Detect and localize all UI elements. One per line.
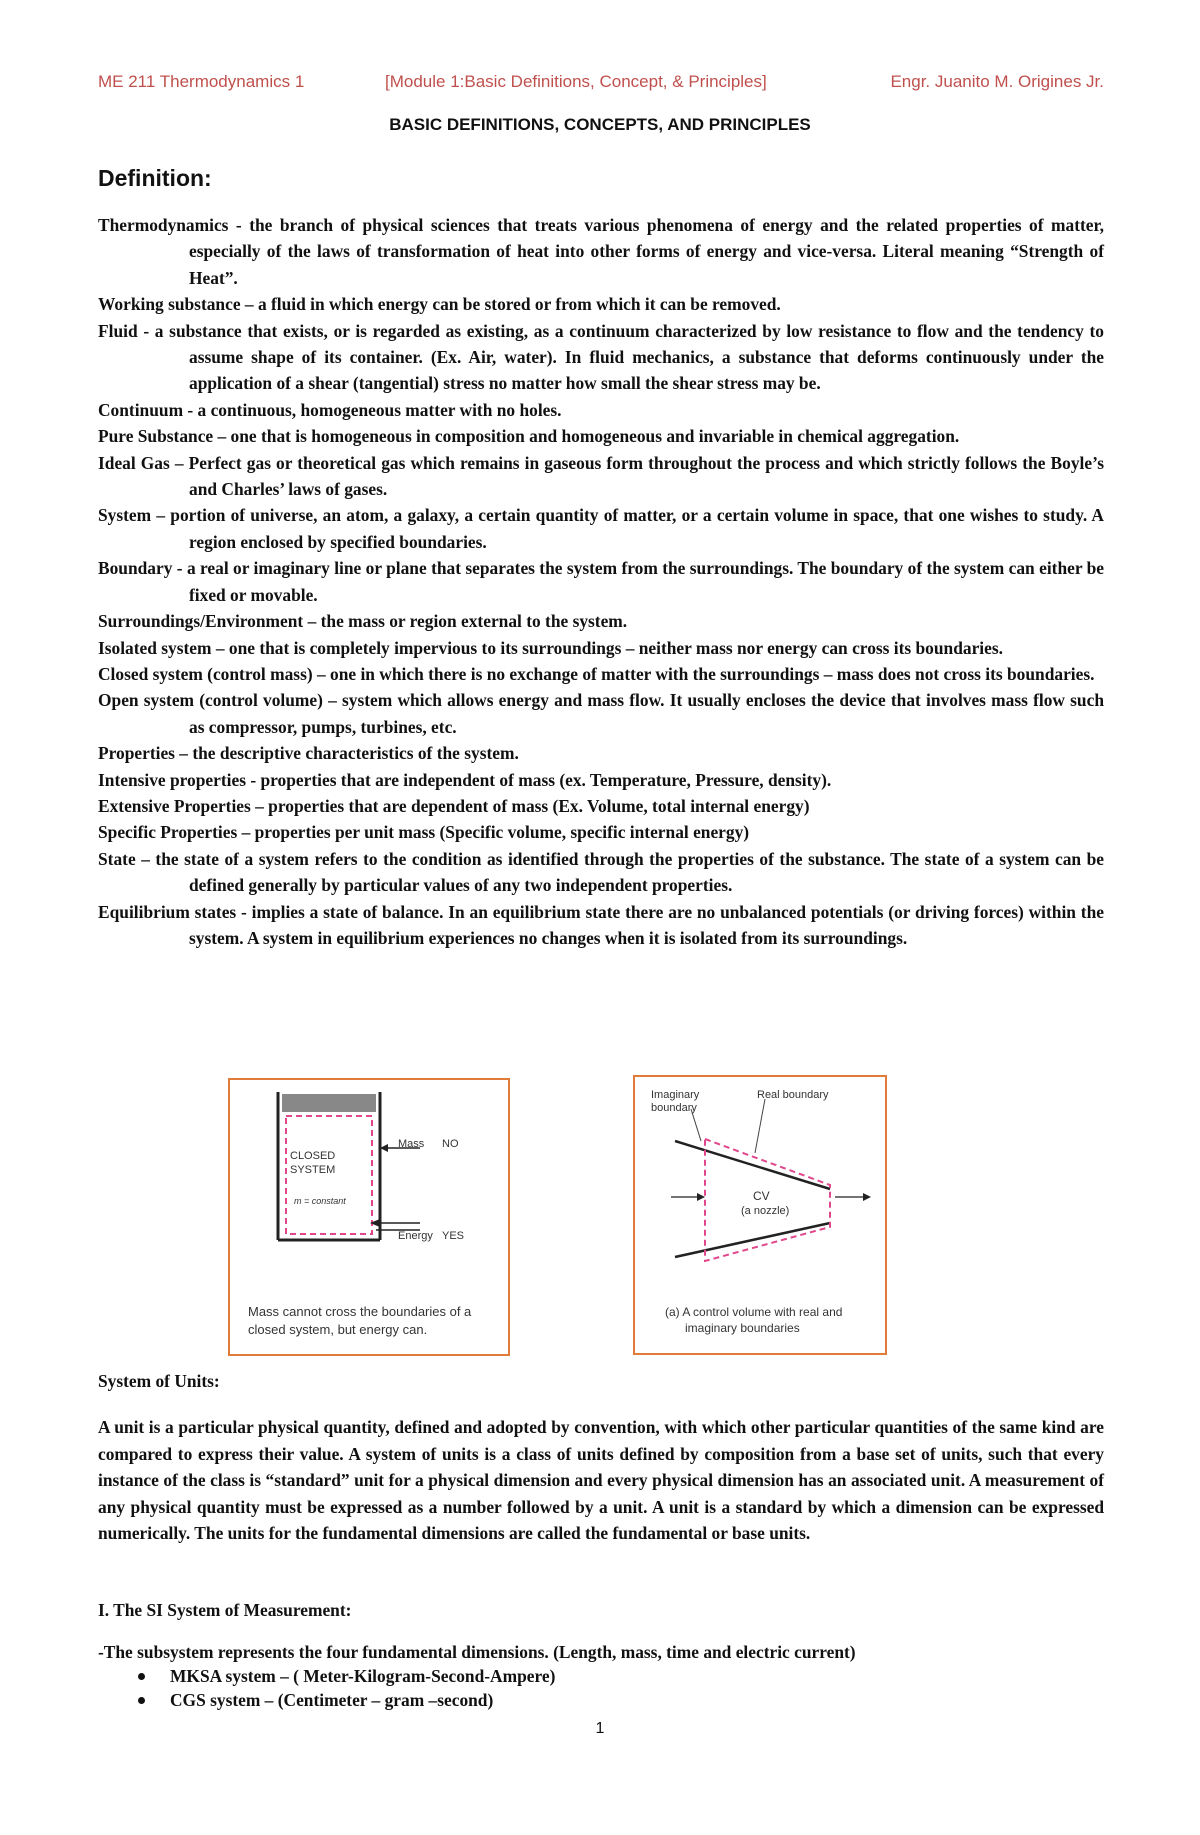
definition-term: Properties bbox=[98, 743, 175, 764]
definition-item bbox=[98, 899, 1104, 952]
figures-row bbox=[0, 1078, 1200, 1358]
definition-text: – properties per unit mass (Specific volume, specific internal energy) bbox=[237, 822, 750, 843]
definition-text: – the state of a system refers to the condition as identified through the properties of the substance. The state of a system can be defined generally by particular values of any two independent properties. bbox=[135, 848, 1104, 896]
closed-label-2: SYSTEM bbox=[290, 1164, 336, 1176]
definition-item bbox=[98, 846, 1104, 899]
definition-text: - a substance that exists, or is regarded as existing, as a continuum characterized by low resistance to flow and the tendency to assume shape of its container. (Ex. Air, water). In fluid mechanics, a substance that deforms continuously under the application of a shear (tangential) stress no matter how small the shear stress may be. bbox=[137, 320, 1104, 394]
definition-text: – system which allows energy and mass flow. It usually encloses the device that involves mass flow such as compressor, pumps, turbines, etc. bbox=[189, 690, 1104, 737]
nozzle-bottom-wall bbox=[675, 1223, 830, 1257]
definition-text: – a fluid in which energy can be stored or from which it can be removed. bbox=[240, 294, 781, 315]
energy-label: Energy bbox=[398, 1230, 433, 1242]
si-bullet-list bbox=[130, 1664, 555, 1712]
imaginary-label-2: boundary bbox=[651, 1102, 697, 1114]
definition-term: State bbox=[98, 848, 136, 869]
bullet-text: MKSA system – ( Meter-Kilogram-Second-Ampere) bbox=[170, 1666, 556, 1686]
definition-term: Open system (control volume) bbox=[98, 690, 323, 711]
real-boundary-label: Real boundary bbox=[757, 1089, 829, 1101]
definition-text: - the branch of physical sciences that treats various phenomena of energy and the related properties of matter, especially of the laws of transformation of heat into other forms of energy and vice-versa. Literal meaning “Strength of Heat”. bbox=[189, 215, 1104, 288]
outlet-arrow-head bbox=[863, 1193, 871, 1201]
piston bbox=[282, 1094, 376, 1112]
definition-item bbox=[98, 740, 1104, 766]
nozzle-top-wall bbox=[675, 1141, 830, 1189]
header-course: ME 211 Thermodynamics 1 bbox=[98, 72, 305, 91]
figure1-caption-line1: Mass cannot cross the boundaries of a bbox=[248, 1304, 472, 1319]
definition-text: – one in which there is no exchange of matter with the surroundings – mass does not cross its boundaries. bbox=[312, 663, 1095, 684]
definition-term: System bbox=[98, 505, 152, 526]
definition-term: Working substance bbox=[98, 294, 241, 315]
nozzle-label: (a nozzle) bbox=[741, 1205, 790, 1217]
definition-item bbox=[98, 819, 1104, 845]
page-number: 1 bbox=[595, 1720, 605, 1737]
real-leader bbox=[755, 1099, 765, 1153]
bullet-icon bbox=[138, 1673, 145, 1680]
definition-item bbox=[98, 793, 1104, 819]
definition-text: - a real or imaginary line or plane that separates the system from the surroundings. The boundary of the system can either be fixed or movable. bbox=[172, 558, 1104, 605]
definition-term: Closed system (control mass) bbox=[98, 663, 313, 684]
units-heading: System of Units: bbox=[98, 1371, 220, 1391]
definition-item bbox=[98, 608, 1104, 634]
definition-item bbox=[98, 450, 1104, 503]
definition-item bbox=[98, 555, 1104, 608]
definition-item bbox=[98, 397, 1104, 423]
definition-item bbox=[98, 212, 1104, 291]
definition-text: - properties that are independent of mass (ex. Temperature, Pressure, density). bbox=[245, 769, 832, 790]
imaginary-label-1: Imaginary bbox=[651, 1089, 700, 1101]
definition-text: - implies a state of balance. In an equilibrium state there are no unbalanced potentials (or driving forces) within the system. A system in equilibrium experiences no changes when it is isolated from its surroundings. bbox=[189, 901, 1104, 948]
definition-text: – one that is completely impervious to its surroundings – neither mass nor energy can cross its boundaries. bbox=[211, 637, 1003, 658]
definition-item bbox=[98, 635, 1104, 661]
definition-text: – the mass or region external to the system. bbox=[303, 611, 628, 632]
bullet-icon bbox=[138, 1697, 145, 1704]
definition-term: Intensive properties bbox=[98, 769, 246, 790]
definition-term: Extensive Properties bbox=[98, 795, 251, 816]
definition-text: – properties that are dependent of mass (Ex. Volume, total internal energy) bbox=[250, 795, 810, 816]
definition-term: Thermodynamics bbox=[98, 215, 229, 235]
mass-label: Mass bbox=[398, 1138, 425, 1150]
list-item bbox=[130, 1688, 555, 1712]
cv-label: CV bbox=[753, 1189, 770, 1203]
page-header bbox=[98, 72, 1104, 96]
si-subtext: -The subsystem represents the four fundamental dimensions. (Length, mass, time and electric current) bbox=[98, 1642, 856, 1662]
inlet-arrow-head bbox=[697, 1193, 705, 1201]
list-item bbox=[130, 1664, 555, 1688]
definition-term: Equilibrium states bbox=[98, 901, 237, 922]
figure2-caption-line2: imaginary boundaries bbox=[685, 1321, 800, 1335]
closed-label-1: CLOSED bbox=[290, 1150, 336, 1162]
units-paragraph: A unit is a particular physical quantity, defined and adopted by convention, with which other particular quantities of the same kind are compared to express their value. A system of units is a class of units defined by composition from a base set of units, such that every instance of the class is “standard” unit for a physical dimension and every physical dimension has an associated unit. A measurement of any physical quantity must be expressed as a number followed by a unit. A unit is a standard by which a dimension can be expressed numerically. The units for the fundamental dimensions are called the fundamental or base units. bbox=[98, 1417, 1104, 1544]
definition-term: Boundary bbox=[98, 558, 173, 579]
header-module: [Module 1:Basic Definitions, Concept, & Principles] bbox=[385, 72, 767, 91]
definition-text: – one that is homogeneous in composition and homogeneous and invariable in chemical aggregation. bbox=[213, 426, 960, 447]
definition-text: – Perfect gas or theoretical gas which remains in gaseous form throughout the process and which strictly follows the Boyle’s and Charles’ laws of gases. bbox=[169, 452, 1104, 500]
mass-constant-label: m = constant bbox=[294, 1196, 346, 1206]
definitions-list bbox=[98, 212, 1104, 951]
closed-system-figure bbox=[228, 1078, 510, 1356]
definition-term: Isolated system bbox=[98, 637, 212, 658]
mass-no-label: NO bbox=[442, 1138, 459, 1150]
figure2-caption-line1: (a) A control volume with real and bbox=[665, 1305, 843, 1319]
definition-item bbox=[98, 502, 1104, 555]
definition-term: Specific Properties bbox=[98, 822, 238, 843]
definition-term: Pure Substance bbox=[98, 426, 214, 447]
bullet-text: CGS system – (Centimeter – gram –second) bbox=[170, 1690, 494, 1710]
figure1-caption-line2: closed system, but energy can. bbox=[248, 1322, 428, 1337]
definition-text: – portion of universe, an atom, a galaxy, a certain quantity of matter, or a certain volume in space, that one wishes to study. A region enclosed by specified boundaries. bbox=[151, 505, 1104, 552]
definition-heading: Definition: bbox=[98, 165, 212, 191]
definition-text: – the descriptive characteristics of the system. bbox=[174, 743, 519, 764]
definition-term: Continuum bbox=[98, 399, 184, 420]
header-author: Engr. Juanito M. Origines Jr. bbox=[890, 72, 1104, 91]
si-heading: I. The SI System of Measurement: bbox=[98, 1600, 352, 1620]
definition-term: Fluid bbox=[98, 320, 138, 341]
energy-yes-label: YES bbox=[442, 1230, 465, 1242]
definition-item bbox=[98, 661, 1104, 687]
control-volume-figure bbox=[633, 1075, 887, 1355]
definition-term: Surroundings/Environment bbox=[98, 611, 304, 632]
definition-item bbox=[98, 423, 1104, 449]
definition-item bbox=[98, 318, 1104, 397]
definition-item bbox=[98, 767, 1104, 793]
definition-term: Ideal Gas bbox=[98, 452, 170, 473]
document-title: BASIC DEFINITIONS, CONCEPTS, AND PRINCIPLES bbox=[389, 115, 811, 134]
definition-item bbox=[98, 687, 1104, 740]
definition-item bbox=[98, 291, 1104, 317]
definition-text: - a continuous, homogeneous matter with no holes. bbox=[183, 399, 562, 420]
